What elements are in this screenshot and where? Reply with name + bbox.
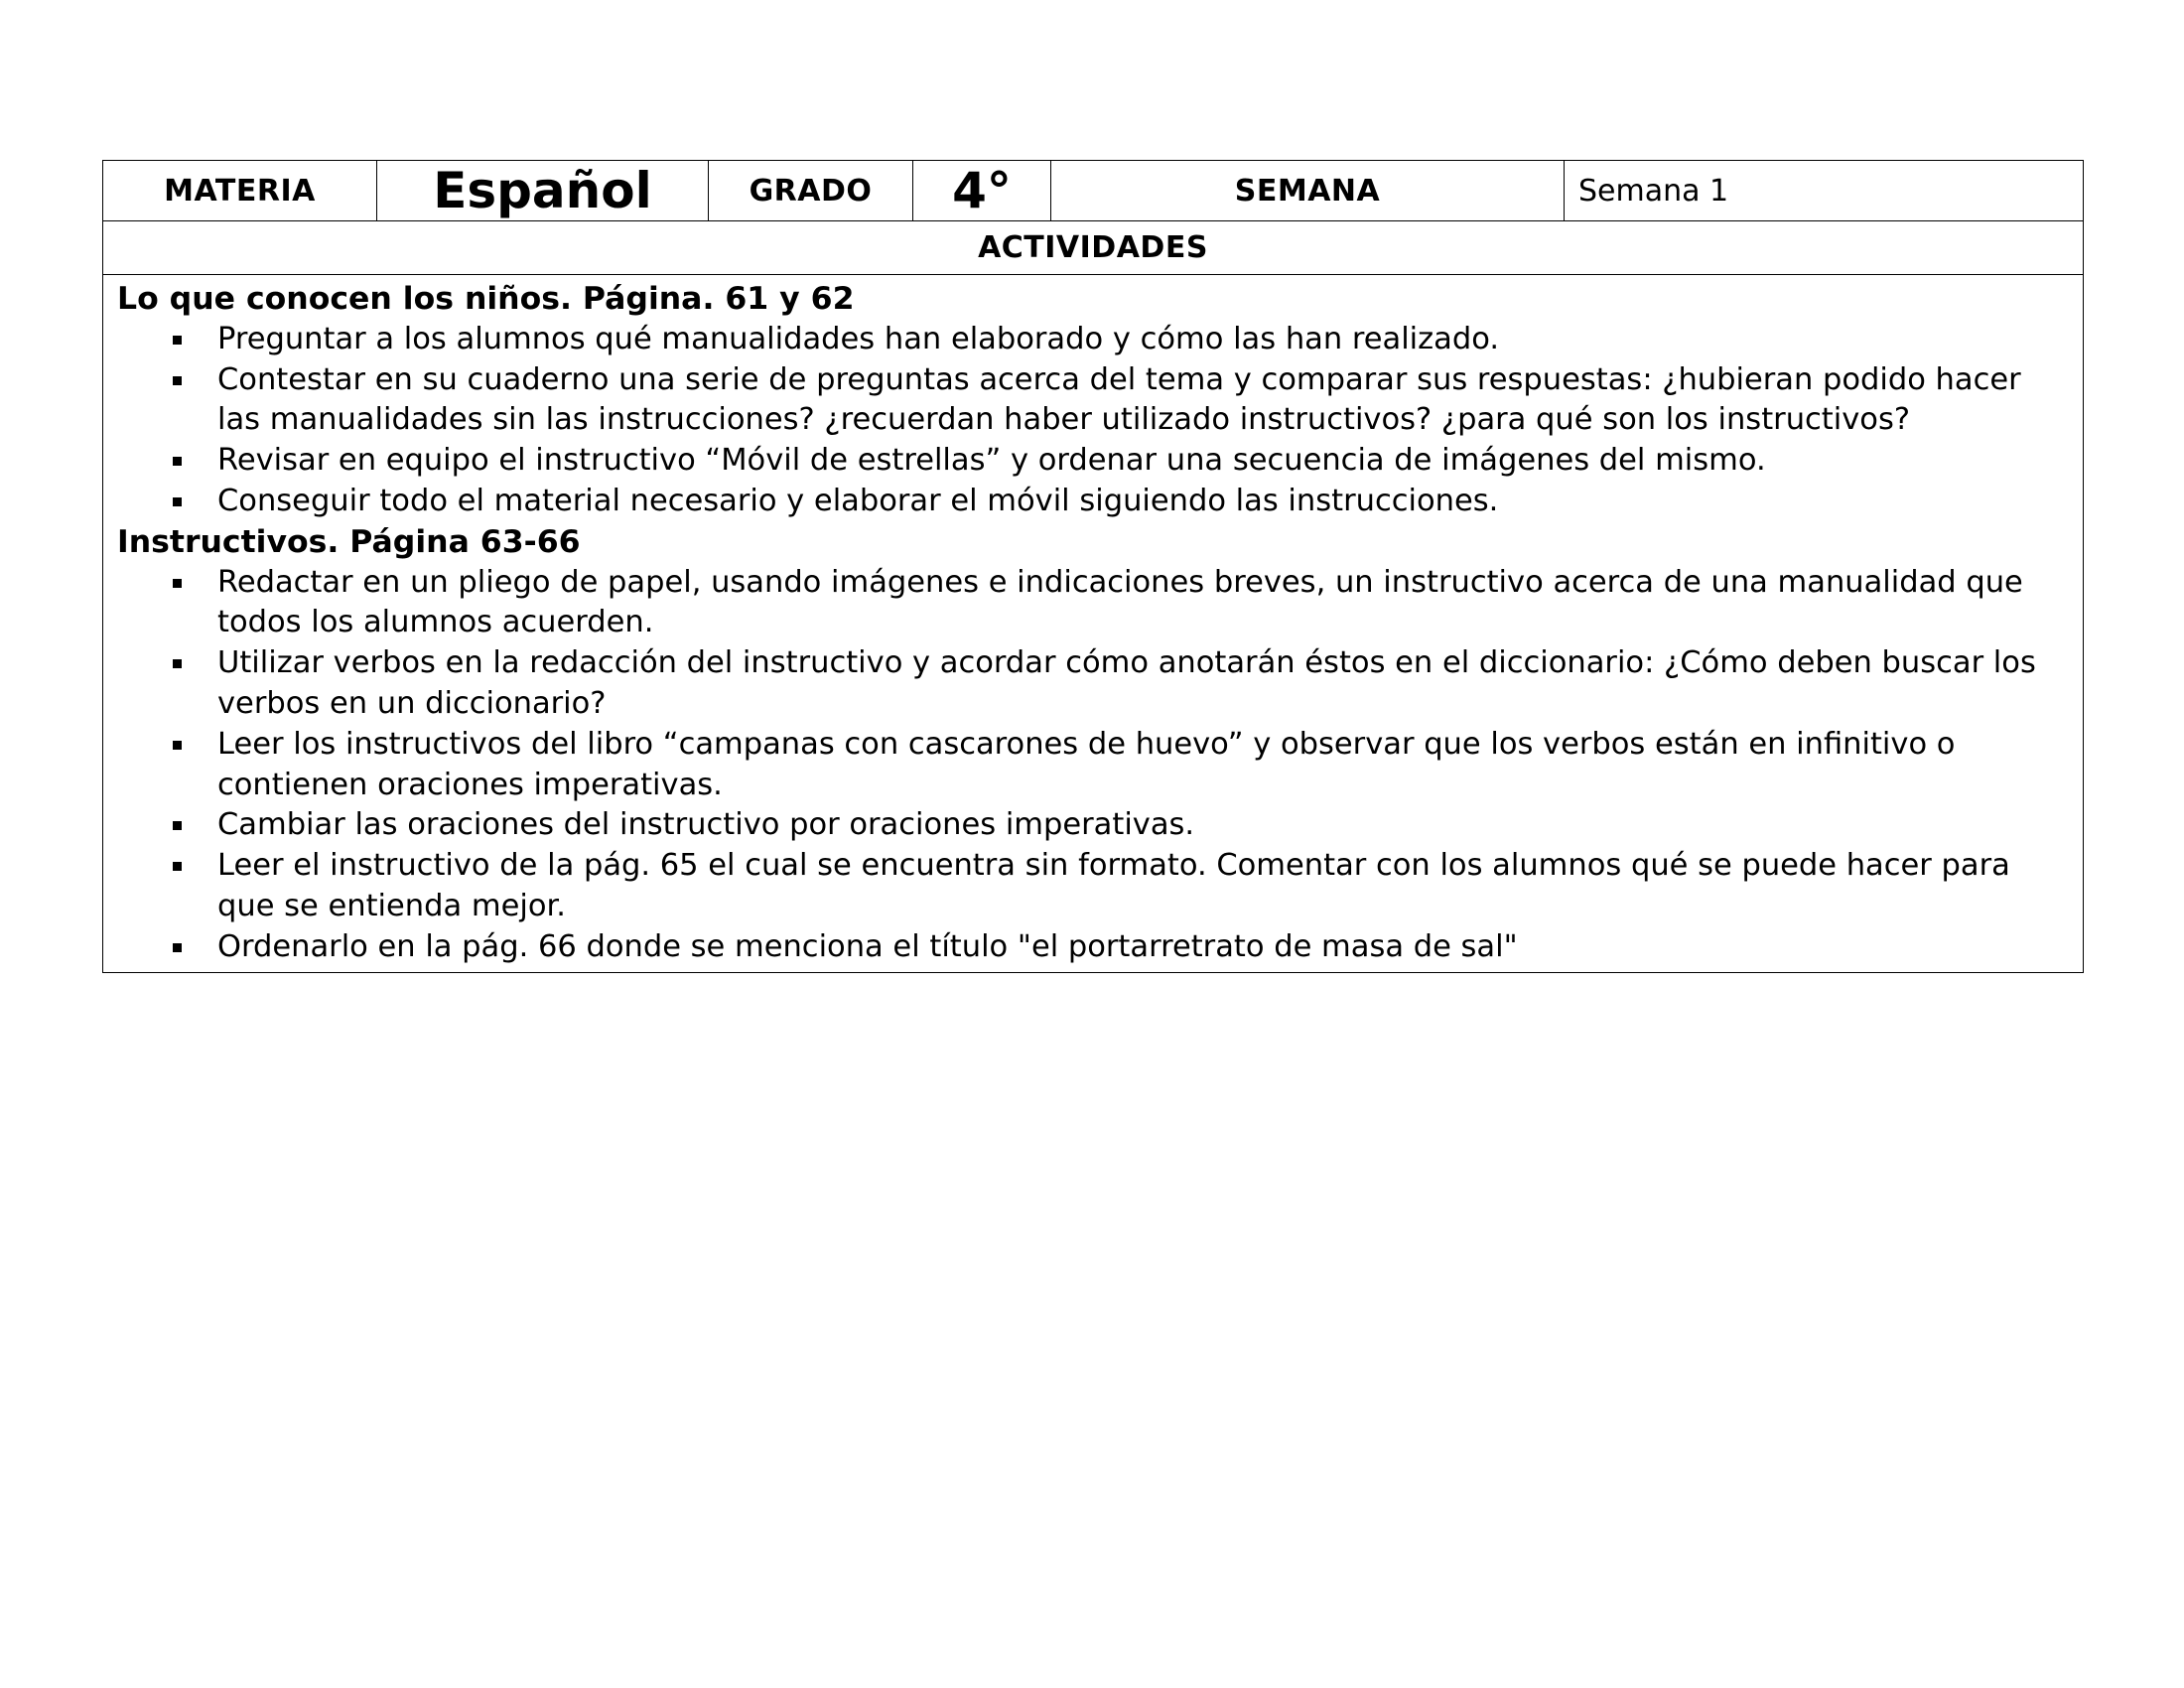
list-item bbox=[117, 846, 2071, 927]
list-item-text: Ordenarlo en la pág. 66 donde se menciona el título "el portarretrato de masa de sal" bbox=[217, 928, 1518, 964]
bullet-icon bbox=[173, 336, 182, 345]
list-item-text: Leer los instructivos del libro “campanas con cascarones de huevo” y observar que los verbos están en infinitivo o contienen oraciones imperativas. bbox=[217, 726, 1956, 802]
list-item bbox=[117, 725, 2071, 806]
bullet-icon bbox=[173, 862, 182, 871]
bullet-icon bbox=[173, 376, 182, 385]
grado-value: 4° bbox=[952, 162, 1012, 219]
list-item bbox=[117, 441, 2071, 482]
semana-label-cell bbox=[1051, 161, 1565, 221]
semana-value: Semana 1 bbox=[1578, 173, 1729, 209]
list-item bbox=[117, 563, 2071, 644]
grado-value-cell bbox=[913, 161, 1051, 221]
activities-body bbox=[103, 275, 2084, 973]
list-item-text: Utilizar verbos en la redacción del instructivo y acordar cómo anotarán éstos en el diccionario: ¿Cómo deben buscar los verbos en un diccionario? bbox=[217, 645, 2036, 721]
activity-list bbox=[117, 563, 2071, 968]
header-row bbox=[103, 161, 2084, 221]
activities-table bbox=[102, 160, 2084, 973]
list-item bbox=[117, 320, 2071, 360]
semana-value-cell bbox=[1565, 161, 2084, 221]
section-2 bbox=[117, 522, 2071, 968]
list-item bbox=[117, 927, 2071, 968]
bullet-icon bbox=[173, 457, 182, 466]
materia-value-cell bbox=[377, 161, 709, 221]
materia-label-cell bbox=[103, 161, 377, 221]
semana-label: SEMANA bbox=[1234, 173, 1381, 209]
list-item bbox=[117, 805, 2071, 846]
section-heading: Instructivos. Página 63-66 bbox=[117, 523, 581, 560]
list-item bbox=[117, 360, 2071, 442]
bullet-icon bbox=[173, 741, 182, 750]
list-item-text: Revisar en equipo el instructivo “Móvil de estrellas” y ordenar una secuencia de imágenes del mismo. bbox=[217, 443, 1766, 479]
list-item bbox=[117, 482, 2071, 522]
activities-body-row bbox=[103, 275, 2084, 973]
bullet-icon bbox=[173, 497, 182, 506]
bullet-icon bbox=[173, 821, 182, 830]
section-1 bbox=[117, 279, 2071, 522]
list-item-text: Redactar en un pliego de papel, usando imágenes e indicaciones breves, un instructivo acerca de una manualidad que todos los alumnos acuerden. bbox=[217, 564, 2023, 640]
list-item-text: Conseguir todo el material necesario y elaborar el móvil siguiendo las instrucciones. bbox=[217, 483, 1499, 518]
list-item-text: Leer el instructivo de la pág. 65 el cual se encuentra sin formato. Comentar con los alumnos qué se puede hacer para que se entienda mejor. bbox=[217, 848, 2010, 923]
bullet-icon bbox=[173, 943, 182, 952]
activity-list bbox=[117, 320, 2071, 522]
list-item bbox=[117, 643, 2071, 725]
list-item-text: Preguntar a los alumnos qué manualidades han elaborado y cómo las han realizado. bbox=[217, 321, 1500, 356]
materia-value: Español bbox=[433, 162, 652, 219]
grado-label-cell bbox=[709, 161, 913, 221]
list-item-text: Cambiar las oraciones del instructivo por oraciones imperativas. bbox=[217, 807, 1195, 843]
bullet-icon bbox=[173, 579, 182, 588]
activities-title-row bbox=[103, 221, 2084, 275]
activities-title: ACTIVIDADES bbox=[103, 221, 2084, 275]
materia-label: MATERIA bbox=[164, 173, 316, 209]
grado-label: GRADO bbox=[749, 173, 873, 209]
list-item-text: Contestar en su cuaderno una serie de preguntas acerca del tema y comparar sus respuestas: ¿hubieran podido hacer las manualidades sin las instrucciones? ¿recuerdan haber utilizado instructivos? ¿para qué son los instructivos? bbox=[217, 361, 2021, 438]
bullet-icon bbox=[173, 659, 182, 668]
section-heading: Lo que conocen los niños. Página. 61 y 62 bbox=[117, 281, 855, 317]
